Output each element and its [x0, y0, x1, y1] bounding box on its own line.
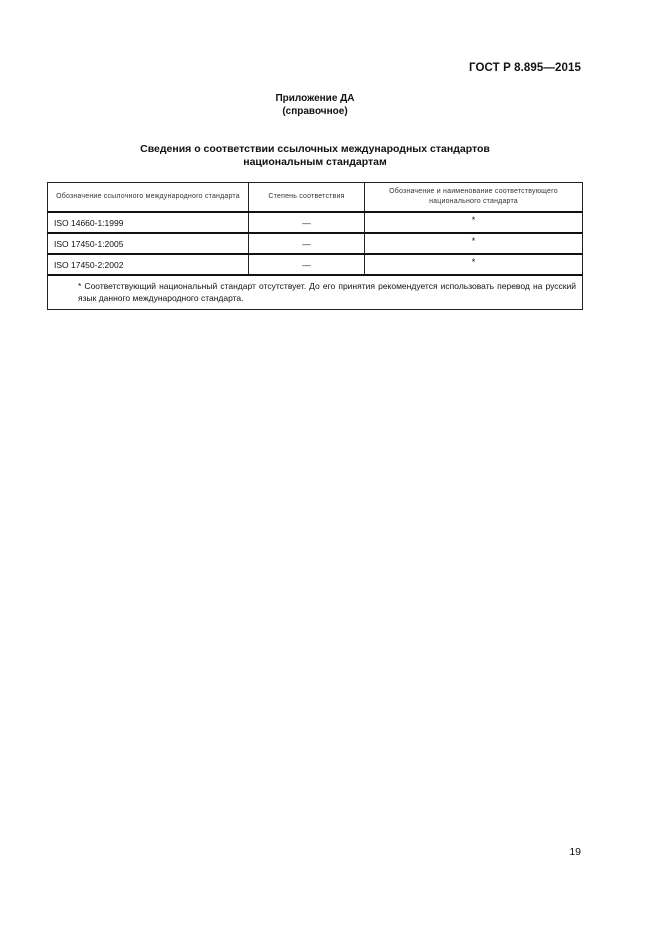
table-row	[48, 212, 583, 233]
header-national-standard: Обозначение и наименование соответствующего национального стандарта	[365, 183, 583, 213]
cell-national	[365, 233, 583, 254]
header-degree-of-correspondence: Степень соответствия	[249, 183, 365, 213]
dash-value: —	[302, 217, 311, 228]
cell-standard: ISO 17450-2:2002	[48, 254, 249, 275]
document-code: ГОСТ Р 8.895—2015	[469, 62, 581, 74]
cell-national	[365, 212, 583, 233]
dash-value: —	[302, 238, 311, 249]
asterisk-mark: *	[471, 214, 476, 225]
cell-degree	[249, 254, 365, 275]
section-title-line1: Сведения о соответствии ссылочных международных стандартов	[140, 143, 490, 155]
table-footnote	[48, 275, 583, 310]
table-row	[48, 254, 583, 275]
section-title-line2: национальным стандартам	[243, 156, 387, 168]
cell-degree	[249, 233, 365, 254]
cell-national	[365, 254, 583, 275]
appendix-heading	[0, 92, 630, 118]
cell-standard: ISO 14660-1:1999	[48, 212, 249, 233]
cell-degree	[249, 212, 365, 233]
asterisk-mark: *	[471, 256, 476, 267]
header-international-standard: Обозначение ссылочного международного стандарта	[48, 183, 249, 213]
standards-correspondence-table	[47, 182, 583, 310]
appendix-subtitle: (справочное)	[282, 106, 348, 117]
appendix-title: Приложение ДА	[275, 93, 355, 104]
asterisk-mark: *	[471, 235, 476, 246]
page-number: 19	[569, 846, 581, 858]
cell-standard: ISO 17450-1:2005	[48, 233, 249, 254]
section-title	[0, 143, 630, 169]
table-footnote-row	[48, 275, 583, 310]
table-header-row	[48, 183, 583, 213]
footnote-text: * Соответствующий национальный стандарт отсутствует. До его принятия рекомендуется использовать перевод на русский язык данного международного стандарта.	[78, 281, 576, 303]
table-row	[48, 233, 583, 254]
dash-value: —	[302, 259, 311, 270]
